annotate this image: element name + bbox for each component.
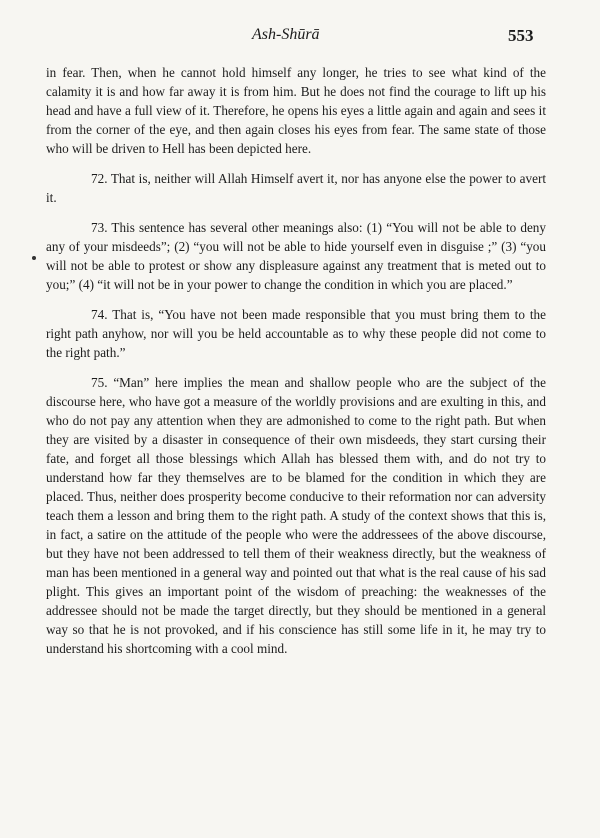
note-72: 72. That is, neither will Allah Himself avert it, nor has anyone else the power to avert it. bbox=[46, 171, 546, 205]
margin-speck bbox=[32, 256, 36, 260]
running-title: Ash-Shūrā bbox=[252, 26, 320, 43]
running-head bbox=[0, 26, 600, 50]
paragraph-continuation: in fear. Then, when he cannot hold himself any longer, he tries to see what kind of the calamity it is and how far away it is from him. But he does not find the courage to lift up his head and have a full view of it. Therefore, he opens his eyes a little again and again and sees it from the corner of the eye, and then again closes his eyes from fear. The same state of those who will be driven to Hell has been depicted here. bbox=[46, 65, 546, 156]
page-number: 553 bbox=[508, 26, 534, 45]
body-text bbox=[46, 63, 546, 669]
note-75: 75. “Man” here implies the mean and shallow people who are the subject of the discourse here, who have got a measure of the worldly provisions and are exulting in this, and who do not pay any attention when they are admonished to come to the right path. But when they are visited by a disaster in consequence of their own misdeeds, they start cursing their fate, and forget all those blessings which Allah has blessed them with, and do not try to understand how far they themselves are to be blamed for the condition in which they are placed. Thus, neither does prosperity become conducive to their reformation nor can adversity teach them a lesson and bring them to the right path. A study of the context shows that this is, in fact, a satire on the attitude of the people who were the addressees of the above discourse, but they have not been addressed to tell them of their weakness directly, but the weakness of man has been mentioned in a general way and pointed out that what is the real cause of his sad plight. This gives an important point of the wisdom of preaching: the weaknesses of the addressee should not be made the target directly, but they should be mentioned in a general way so that he is not provoked, and if his conscience has still some life in it, he may try to understand his shortcoming with a cool mind. bbox=[46, 375, 546, 656]
note-73: 73. This sentence has several other meanings also: (1) “You will not be able to deny any of your misdeeds”; (2) “you will not be able to hide yourself even in disguise ;” (3) “you will not be able to protest or show any displeasure against any treatment that is meted out to you;” (4) “it will not be in your power to change the condition in which you are placed.” bbox=[46, 220, 546, 292]
note-74: 74. That is, “You have not been made responsible that you must bring them to the right path anyhow, nor will you be held accountable as to why these people did not come to the right path.” bbox=[46, 307, 546, 360]
